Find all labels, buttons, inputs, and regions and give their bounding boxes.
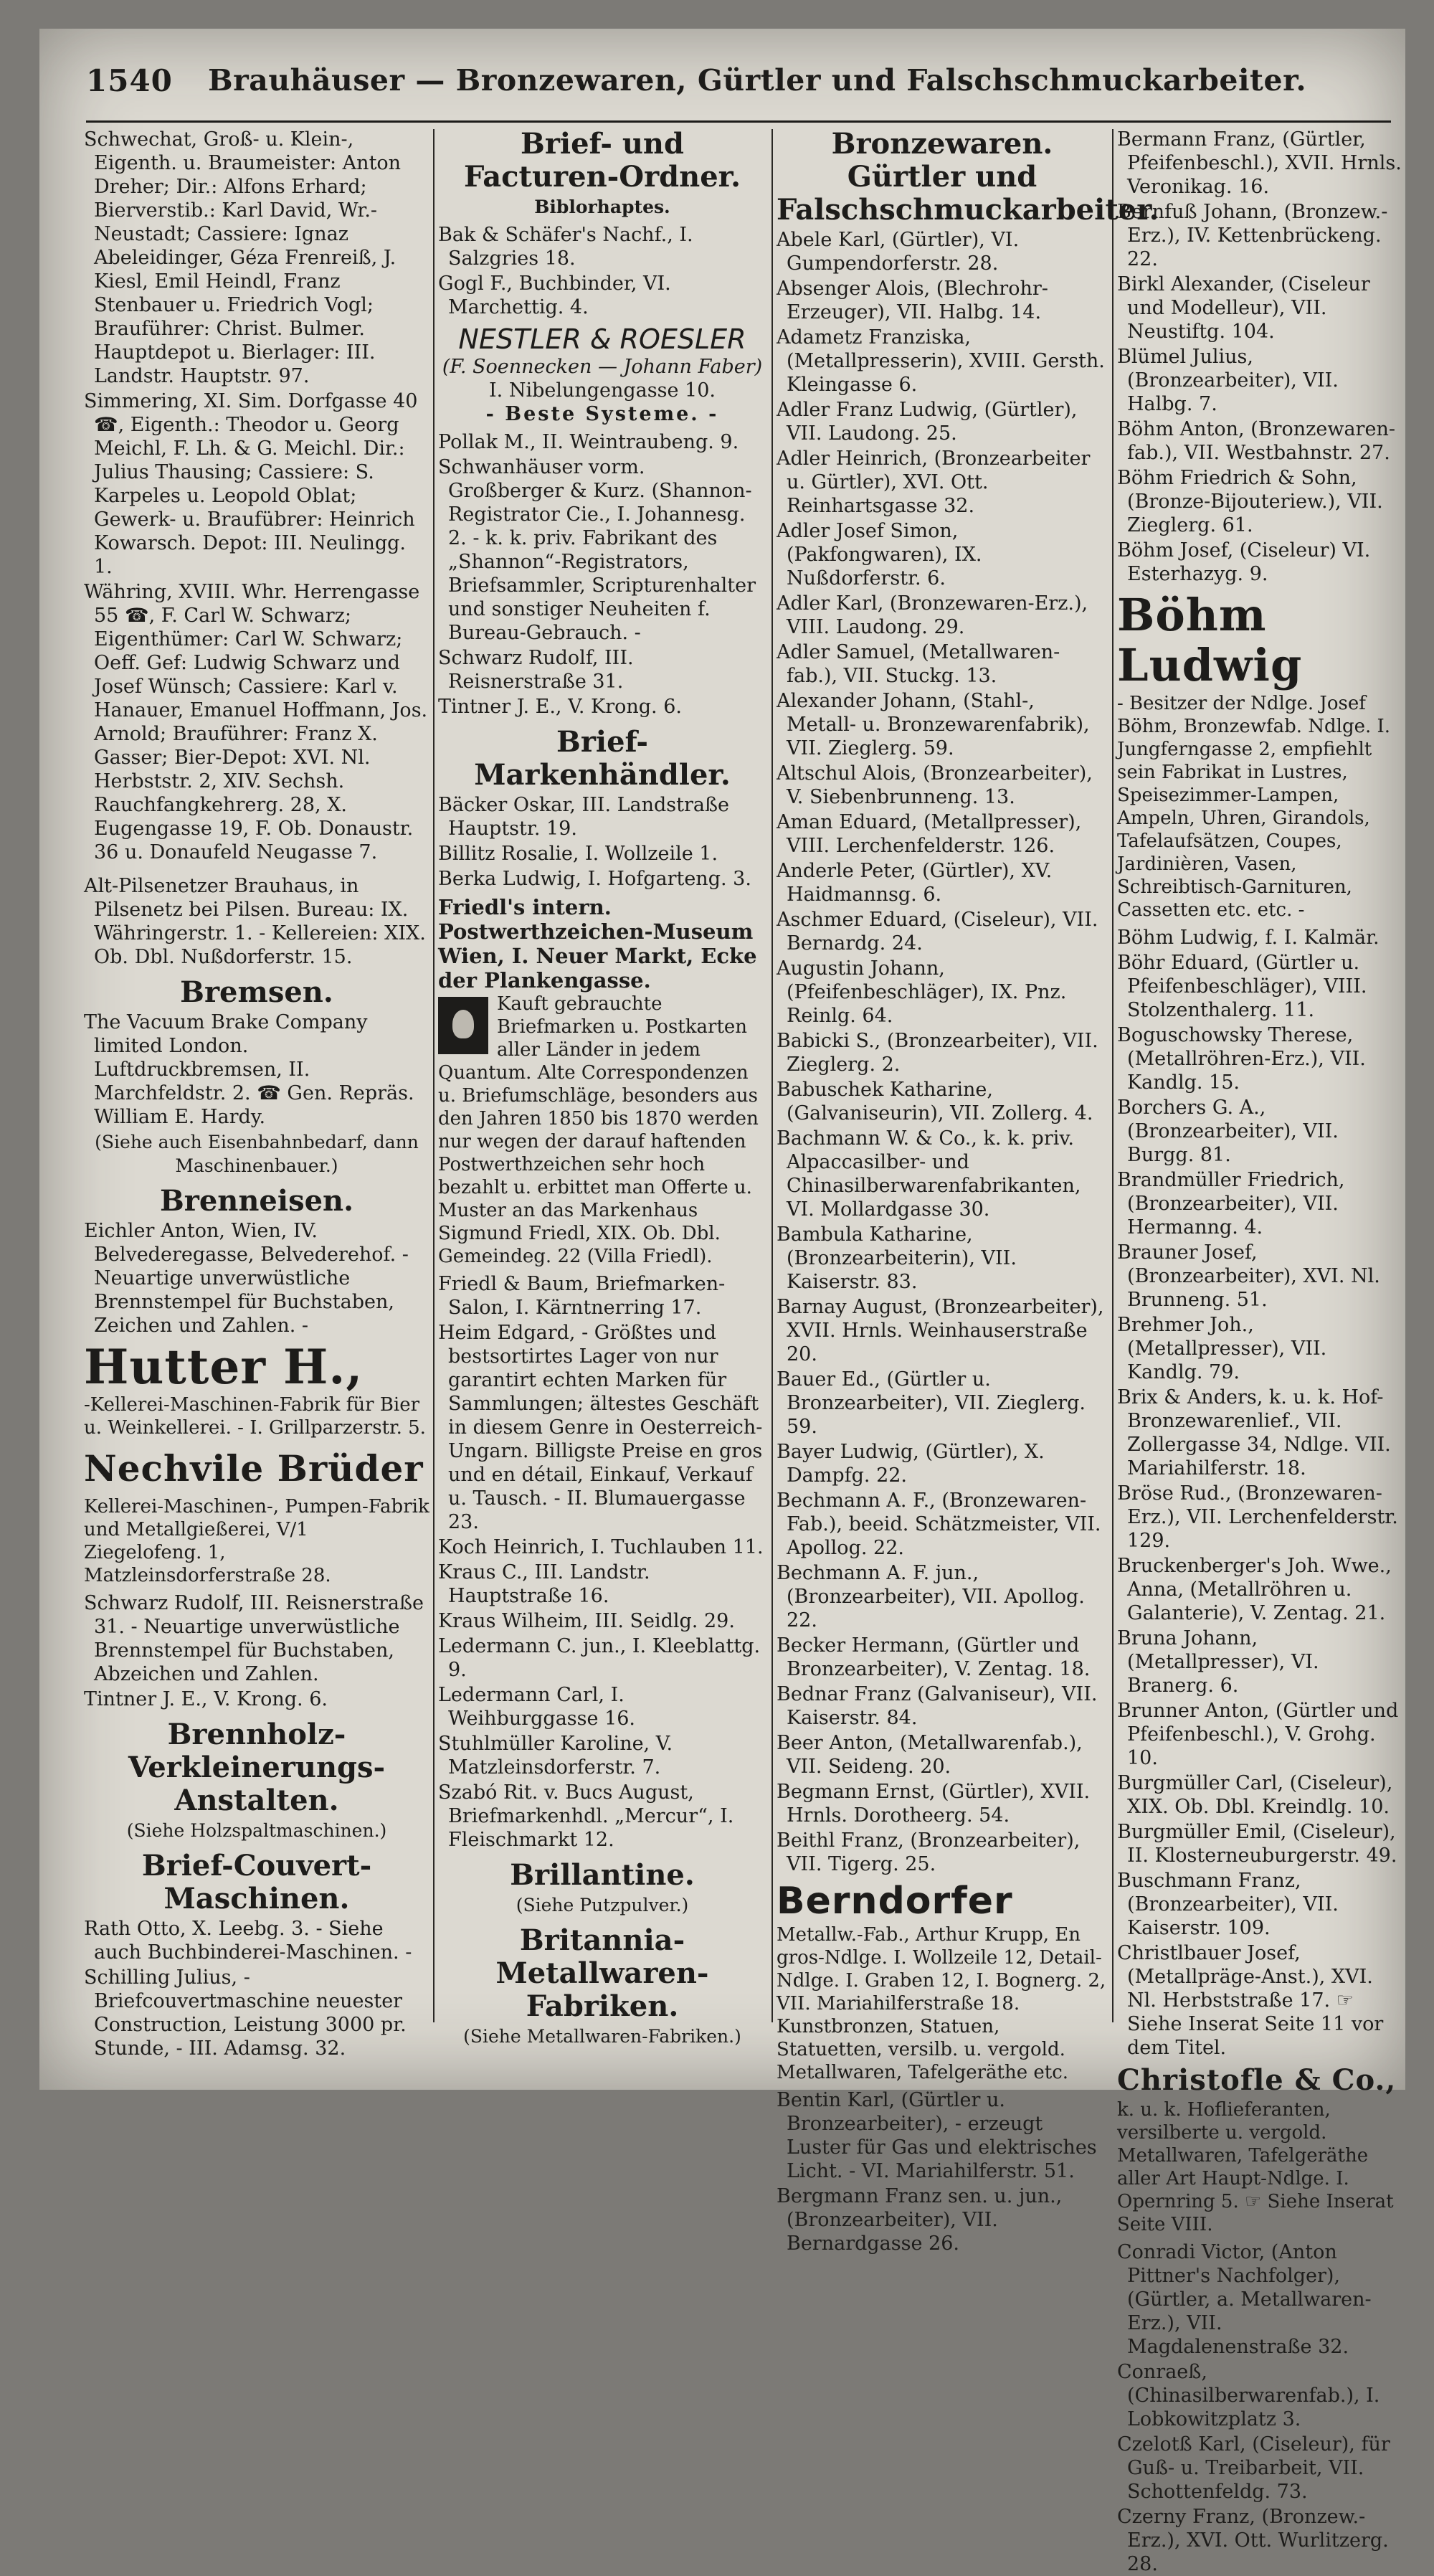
entry: Berka Ludwig, I. Hofgarteng. 3.: [438, 868, 751, 890]
entry: Brunner Anton, (Gürtler und Pfeifenbeschl.), V. Grohg. 10.: [1117, 1700, 1399, 1769]
entry: The Vacuum Brake Company limited London. Luftdruckbremsen, II. Marchfeldstr. 2. ☎ Gen. Repräs. William E. Hardy.: [84, 1011, 414, 1128]
entry: Beithl Franz, (Bronzearbeiter), VII. Tigerg. 25.: [777, 1829, 1081, 1875]
entry: Bergmann Franz sen. u. jun., (Bronzearbeiter), VII. Bernardgasse 26.: [777, 2185, 1063, 2255]
entry: Adler Karl, (Bronzewaren-Erz.), VIII. Laudong. 29.: [777, 592, 1088, 638]
entry: Birkl Alexander, (Ciseleur und Modelleur), VII. Neustiftg. 104.: [1117, 273, 1370, 343]
section-heading: Brillantine.: [510, 1858, 695, 1892]
section-heading: Bremsen.: [180, 975, 333, 1009]
entry: Ledermann C. jun., I. Kleeblattg. 9.: [438, 1635, 761, 1681]
entry: Begmann Ernst, (Gürtler), XVII. Hrnls. Dorotheerg. 54.: [777, 1781, 1091, 1827]
entry: Bayer Ludwig, (Gürtler), X. Dampfg. 22.: [777, 1441, 1045, 1487]
entry: Böhm Ludwig, f. I. Kalmär.: [1117, 927, 1380, 949]
entry: Becker Hermann, (Gürtler und Bronzearbeiter), V. Zentag. 18.: [777, 1634, 1091, 1680]
entry: Adler Heinrich, (Bronzearbeiter u. Gürtler), XVI. Ott. Reinhartsgasse 32.: [777, 448, 1091, 517]
stamp-portrait-icon: [438, 997, 488, 1054]
entry: Blümel Julius, (Bronzearbeiter), VII. Halbg. 7.: [1117, 346, 1339, 415]
entry: Brehmer Joh., (Metallpresser), VII. Kandlg. 79.: [1117, 1314, 1327, 1383]
entry: Bermann Franz, (Gürtler, Pfeifenbeschl.), XVII. Hrnls. Veronikag. 16.: [1117, 128, 1402, 198]
entry: Buschmann Franz, (Bronzearbeiter), VII. Kaiserstr. 109.: [1117, 1870, 1339, 1939]
entry: Absenger Alois, (Blechrohr-Erzeuger), VII. Halbg. 14.: [777, 278, 1048, 323]
entry: Schwarz Rudolf, III. Reisnerstraße 31. - Neuartige unverwüstliche Brennstempel für Buchstaben, Abzeichen und Zahlen.: [84, 1592, 424, 1685]
ad-address: I. Nibelungengasse 10.: [488, 379, 716, 402]
entry: Adler Franz Ludwig, (Gürtler), VII. Laudong. 25.: [777, 399, 1078, 445]
entry: Schwanhäuser vorm. Großberger & Kurz. (Shannon-Registrator Cie., I. Johannesg. 2. - k. k. priv. Fabrikant des „Shannon“-Registrators, Briefsammler, Scripturenhalter und sonstiger Neuheiten f. Bureau-Gebrauch. -: [438, 456, 756, 644]
ad-text: Kellerei-Maschinen-, Pumpen-Fabrik und Metallgießerei, V/1 Ziegelofeng. 1, Matzleinsdorferstraße 28.: [84, 1496, 429, 1586]
entry: Brix & Anders, k. u. k. Hof-Bronzewarenlief., VII. Zollergasse 34, Ndlge. VII. Mariahilferstr. 18.: [1117, 1386, 1391, 1479]
entry: Währing, XVIII. Whr. Herrengasse 55 ☎, F. Carl W. Schwarz; Eigenthümer: Carl W. Schwarz; Oeff. Gef: Ludwig Schwarz und Josef Wünsch; Cassiere: Karl v. Hanauer, Emanuel Hoffmann, Jos. Arnold; Brauführer: Franz X. Gasser; Bier-Depot: XVI. Nl. Herbststr. 2, XIV. Sechsh. Rauchfangkehrerg. 28, X. Eugengasse 19, F. Ob. Donaustr. 36 u. Donaufeld Neugasse 7.: [84, 581, 428, 863]
ad-title: Christofle & Co.,: [1117, 2063, 1397, 2097]
entry: Adler Josef Simon, (Pakfongwaren), IX. Nußdorferstr. 6.: [777, 520, 982, 589]
header-rule: [86, 120, 1391, 123]
ad-signature: Sigmund Friedl, XIX. Ob. Dbl. Gemeindeg. 22 (Villa Friedl).: [438, 1223, 721, 1267]
entry: Kraus C., III. Landstr. Hauptstraße 16.: [438, 1561, 650, 1607]
entry: Brandmüller Friedrich, (Bronzearbeiter), VII. Hermanng. 4.: [1117, 1169, 1345, 1239]
entry: Böhm Anton, (Bronzewaren-fab.), VII. Westbahnstr. 27.: [1117, 418, 1395, 464]
ad-subtitle: (F. Soennecken — Johann Faber): [442, 356, 763, 378]
advertisement-nestler: [438, 323, 766, 426]
entry: Bednar Franz (Galvaniseur), VII. Kaiserstr. 84.: [777, 1683, 1098, 1729]
ad-title: Friedl's intern. Postwerthzeichen-Museum Wien, I. Neuer Markt, Ecke der Plankengasse.: [438, 895, 757, 993]
ad-tagline: - Beste Systeme. -: [485, 403, 719, 425]
see-also-note: (Siehe Holzspaltmaschinen.): [126, 1820, 387, 1841]
entry: Gogl F., Buchbinder, VI. Marchettig. 4.: [438, 273, 671, 318]
ad-text: k. u. k. Hoflieferanten, versilberte u. vergold. Metallwaren, Tafelgeräthe aller Art Haupt-Ndlge. I. Opernring 5. ☞ Siehe Inserat Seite VIII.: [1117, 2099, 1394, 2235]
entry: Christlbauer Josef, (Metallpräge-Anst.), XVI. Nl. Herbststraße 17. ☞ Siehe Inserat Seite 11 vor dem Titel.: [1117, 1942, 1384, 2059]
entry: Stuhlmüller Karoline, V. Matzleinsdorferstr. 7.: [438, 1733, 673, 1779]
entry: Bambula Katharine, (Bronzearbeiterin), VII. Kaiserstr. 83.: [777, 1223, 1017, 1293]
entry: Brauner Josef, (Bronzearbeiter), XVI. Nl. Brunneng. 51.: [1117, 1241, 1380, 1311]
entry: Koch Heinrich, I. Tuchlauben 11.: [438, 1536, 764, 1558]
entry: Augustin Johann, (Pfeifenbeschläger), IX. Pnz. Reinlg. 64.: [777, 957, 1067, 1027]
ad-title: Böhm Ludwig: [1117, 589, 1303, 691]
entry: Adler Samuel, (Metallwaren-fab.), VII. Stuckg. 13.: [777, 641, 1060, 687]
page-header: [86, 63, 1391, 120]
section-heading: Brenneisen.: [159, 1184, 354, 1218]
entry: Bachmann W. & Co., k. k. priv. Alpaccasilber- und Chinasilberwarenfabrikanten, VI. Mollardgasse 30.: [777, 1127, 1081, 1221]
entry: Böhm Josef, (Ciseleur) VI. Esterhazyg. 9.: [1117, 539, 1371, 585]
entry: Adametz Franziska, (Metallpresserin), XVIII. Gersth. Kleingasse 6.: [777, 326, 1105, 396]
advertisement-nechvile: [84, 1444, 429, 1587]
ad-title: Nechvile Brüder: [84, 1447, 424, 1490]
column-4: [1117, 128, 1404, 2575]
entry: Babicki S., (Bronzearbeiter), VII. Zieglerg. 2.: [777, 1030, 1098, 1076]
entry: Friedl & Baum, Briefmarken-Salon, I. Kärntnerring 17.: [438, 1273, 726, 1319]
entry: Czerny Franz, (Bronzew.-Erz.), XVI. Ott. Wurlitzerg. 28.: [1117, 2506, 1389, 2575]
entry: Bruckenberger's Joh. Wwe., Anna, (Metallröhren u. Galanterie), V. Zentag. 21.: [1117, 1555, 1392, 1624]
entry: Tintner J. E., V. Krong. 6.: [438, 696, 682, 718]
entry: Kraus Wilheim, III. Seidlg. 29.: [438, 1610, 735, 1632]
entry: Boguschowsky Therese, (Metallröhren-Erz.), VII. Kandlg. 15.: [1117, 1024, 1366, 1094]
advertisement-boehm: [1117, 590, 1404, 922]
column-2: [438, 127, 766, 2047]
running-head: Brauhäuser — Bronzewaren, Gürtler und Falschschmuckarbeiter.: [208, 63, 1307, 98]
entry: Heim Edgard, - Größtes und bestsortirtes Lager von nur garantirt echten Marken für Sammlungen; ältestes Geschäft in diesem Genre in Oesterreich-Ungarn. Billigste Preise en gros und en détail, Einkauf, Verkauf u. Tausch. - II. Blumauergasse 23.: [438, 1322, 763, 1533]
entry: Anderle Peter, (Gürtler), XV. Haidmannsg. 6.: [777, 860, 1053, 906]
column-1: [84, 128, 429, 2060]
see-also-note: (Siehe Putzpulver.): [516, 1895, 689, 1916]
entry: Alt-Pilsenetzer Brauhaus, in Pilsenetz bei Pilsen. Bureau: IX. Währingerstr. 1. - Kellereien: XIX. Ob. Dbl. Nußdorferstr. 15.: [84, 875, 426, 968]
section-heading: Brief- und Facturen-Ordner.: [464, 127, 741, 194]
entry: Pollak M., II. Weintraubeng. 9.: [438, 431, 739, 453]
entry: Bak & Schäfer's Nachf., I. Salzgries 18.: [438, 224, 693, 270]
entry: Bernfuß Johann, (Bronzew.-Erz.), IV. Kettenbrückeng. 22.: [1117, 201, 1388, 270]
entry: Böhr Eduard, (Gürtler u. Pfeifenbeschläger), VIII. Stolzenthalerg. 11.: [1117, 952, 1367, 1021]
entry: Schwarz Rudolf, III. Reisnerstraße 31.: [438, 647, 634, 693]
entry: Simmering, XI. Sim. Dorfgasse 40 ☎, Eigenth.: Theodor u. Georg Meichl, F. Lh. & G. Meichl. Dir.: Julius Thausing; Cassiere: S. Karpeles u. Leopold Oblat; Gewerk- u. Braufübrer: Heinrich Kowarsch. Depot: III. Neulingg. 1.: [84, 390, 418, 578]
entry: Borchers G. A., (Bronzearbeiter), VII. Burgg. 81.: [1117, 1097, 1339, 1166]
column-3: [777, 127, 1159, 2255]
entry: Alexander Johann, (Stahl-, Metall- u. Bronzewarenfabrik), VII. Zieglerg. 59.: [777, 690, 1090, 759]
entry: Conradi Victor, (Anton Pittner's Nachfolger), (Gürtler, a. Metallwaren-Erz.), VII. Magdalenenstraße 32.: [1117, 2241, 1372, 2358]
entry: Conraeß, (Chinasilberwarenfab.), I. Lobkowitzplatz 3.: [1117, 2361, 1380, 2430]
entry: Bechmann A. F., (Bronzewaren-Fab.), beeid. Schätzmeister, VII. Apollog. 22.: [777, 1490, 1101, 1559]
ad-title: Hutter H.,: [84, 1339, 364, 1395]
column-divider: [771, 129, 773, 2022]
ad-text: Kauft gebrauchte Briefmarken u. Postkarten aller Länder in jedem Quantum. Alte Correspondenzen u. Briefumschläge, besonders aus den Jahren 1850 bis 1870 werden nur wegen der darauf haftenden Postwerthzeichen sehr hoch bezahlt u. erbittet man Offerte u. Muster an das Markenhaus: [438, 993, 759, 1221]
entry: Ledermann Carl, I. Weihburggasse 16.: [438, 1684, 636, 1730]
advertisement-berndorfer: [777, 1880, 1108, 2084]
entry: Billitz Rosalie, I. Wollzeile 1.: [438, 843, 718, 865]
section-heading: Brief-Couvert-Maschinen.: [141, 1849, 372, 1916]
section-heading: Britannia-Metallwaren-Fabriken.: [495, 1923, 709, 2023]
page-number: 1540: [86, 63, 173, 98]
entry: Czelotß Karl, (Ciseleur), für Guß- u. Treibarbeit, VII. Schottenfeldg. 73.: [1117, 2433, 1390, 2503]
directory-page: [39, 29, 1405, 2575]
ad-text: -Kellerei-Maschinen-Fabrik für Bier u. Weinkellerei. - I. Grillparzerstr. 5.: [84, 1394, 426, 1439]
entry: Abele Karl, (Gürtler), VI. Gumpendorferstr. 28.: [777, 229, 1020, 275]
section-heading: Bronzewaren. Gürtler und Falschschmuckarbeiter.: [777, 127, 1159, 227]
entry: Rath Otto, X. Leebg. 3. - Siehe auch Buchbinderei-Maschinen. -: [84, 1918, 412, 1964]
entry: Beer Anton, (Metallwarenfab.), VII. Seideng. 20.: [777, 1732, 1083, 1778]
advertisement-hutter: [84, 1339, 429, 1439]
entry: Böhm Friedrich & Sohn, (Bronze-Bijouteriew.), VII. Zieglerg. 61.: [1117, 467, 1383, 536]
subheading: Biblorhaptes.: [534, 196, 670, 217]
entry: Aschmer Eduard, (Ciseleur), VII. Bernardg. 24.: [777, 909, 1098, 955]
ad-title: NESTLER & ROESLER: [458, 323, 746, 355]
see-also-note: (Siehe Metallwaren-Fabriken.): [463, 2026, 741, 2047]
entry: Aman Eduard, (Metallpresser), VIII. Lerchenfelderstr. 126.: [777, 811, 1082, 857]
ad-text: Metallw.-Fab., Arthur Krupp, En gros-Ndlge. I. Wollzeile 12, Detail-Ndlge. I. Graben 12, I. Bognerg. 2, VII. Mariahilferstraße 18. Kunstbronzen, Statuen, Statuetten, versilb. u. vergold. Metallwaren, Tafelgeräthe etc.: [777, 1924, 1106, 2083]
entry: Burgmüller Carl, (Ciseleur), XIX. Ob. Dbl. Kreindlg. 10.: [1117, 1772, 1393, 1818]
entry: Bentin Karl, (Gürtler u. Bronzearbeiter), - erzeugt Luster für Gas und elektrisches Licht. - VI. Mariahilferstr. 51.: [777, 2089, 1097, 2182]
entry: Bröse Rud., (Bronzewaren-Erz.), VII. Lerchenfelderstr. 129.: [1117, 1482, 1398, 1552]
entry: Tintner J. E., V. Krong. 6.: [84, 1688, 328, 1710]
ad-text: - Besitzer der Ndlge. Josef Böhm, Bronzewfab. Ndlge. I. Jungferngasse 2, empfiehlt sein Fabrikat in Lustres, Speisezimmer-Lampen, Ampeln, Uhren, Girandols, Tafelaufsätzen, Coupes, Jardinièren, Vasen, Schreibtisch-Garnituren, Cassetten etc. etc. -: [1117, 693, 1391, 921]
entry: Bruna Johann, (Metallpresser), VI. Branerg. 6.: [1117, 1627, 1319, 1697]
entry: Eichler Anton, Wien, IV. Belvederegasse, Belvederehof. - Neuartige unverwüstliche Brennstempel für Buchstaben, Zeichen und Zahlen. -: [84, 1220, 409, 1337]
column-divider: [1112, 129, 1114, 2022]
entry: Altschul Alois, (Bronzearbeiter), V. Siebenbrunneng. 13.: [777, 762, 1093, 808]
ad-title: Berndorfer: [777, 1880, 1013, 1923]
entry: Barnay August, (Bronzearbeiter), XVII. Hrnls. Weinhauserstraße 20.: [777, 1296, 1104, 1365]
entry: Schilling Julius, - Briefcouvertmaschine neuester Construction, Leistung 3000 pr. Stunde, - III. Adamsg. 32.: [84, 1966, 407, 2060]
entry: Bechmann A. F. jun., (Bronzearbeiter), VII. Apollog. 22.: [777, 1562, 1085, 1632]
section-heading: Brennholz-Verkleinerungs-Anstalten.: [128, 1718, 386, 1817]
column-divider: [433, 129, 435, 2022]
advertisement-christofle: [1117, 2064, 1404, 2236]
entry: Babuschek Katharine, (Galvaniseurin), VII. Zollerg. 4.: [777, 1079, 1093, 1124]
entry: Bauer Ed., (Gürtler u. Bronzearbeiter), VII. Zieglerg. 59.: [777, 1368, 1086, 1438]
entry: Szabó Rit. v. Bucs August, Briefmarkenhdl. „Mercur“, I. Fleischmarkt 12.: [438, 1781, 734, 1851]
see-also-note: (Siehe auch Eisenbahnbedarf, dann Maschinenbauer.): [95, 1132, 419, 1176]
section-heading: Brief-Markenhändler.: [474, 725, 731, 792]
entry: Burgmüller Emil, (Ciseleur), II. Klosterneuburgerstr. 49.: [1117, 1821, 1397, 1867]
entry: Schwechat, Groß- u. Klein-, Eigenth. u. Braumeister: Anton Dreher; Dir.: Alfons Erhard; Bierverstib.: Karl David, Wr.-Neustadt; Cassiere: Ignaz Abeleidinger, Géza Frenreiß, J. Kiesl, Emil Heindl, Franz Stenbauer u. Friedrich Vogl; Brauführer: Christ. Bulmer. Hauptdepot u. Bierlager: III. Landstr. Hauptstr. 97.: [84, 128, 402, 387]
advertisement-friedl: [438, 895, 766, 1268]
entry: Bäcker Oskar, III. Landstraße Hauptstr. 19.: [438, 794, 730, 840]
